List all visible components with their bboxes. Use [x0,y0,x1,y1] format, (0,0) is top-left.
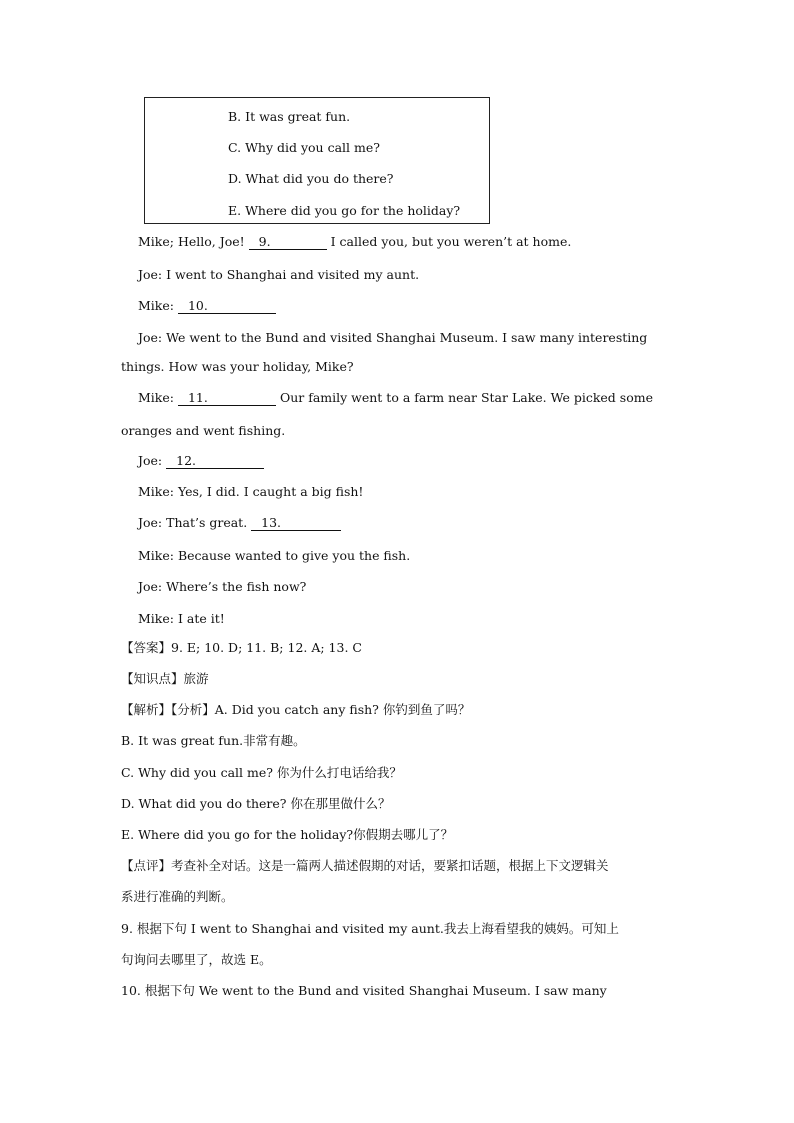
dialogue-line: Joe: We went to the Bund and visited Shanghai Museum. I saw many interesting [138,330,648,345]
analysis-c: C. Why did you call me? 你为什么打电话给我？ [121,765,402,780]
dialogue-line-10: Mike: 10. [138,298,276,314]
knowledge-point: 【知识点】旅游 [121,671,209,686]
blank-11: 11. [178,391,276,406]
comment-line: 系进行准确的判断。 [121,889,234,904]
option-b: B. It was great fun. [228,109,351,124]
blank-9: 9. [249,235,327,250]
explanation-10: 10. 根据下句 We went to the Bund and visited Shanghai Museum. I saw many [121,983,607,998]
dialogue-line-12: Joe: 12. [138,453,264,469]
analysis-e: E. Where did you go for the holiday?你假期去哪儿了？ [121,827,454,842]
blank-10: 10. [178,299,276,314]
option-d: D. What did you do there? [228,171,394,186]
dialogue-line: Mike: Yes, I did. I caught a big fish! [138,484,364,499]
blank-13: 13. [251,516,341,531]
dialogue-line-11: Mike: 11. Our family went to a farm near Star Lake. We picked some [138,390,653,405]
blank-12: 12. [166,454,264,469]
explanation-9: 9. 根据下句 I went to Shanghai and visited my aunt.我去上海看望我的姨妈。可知上 [121,921,619,936]
dialogue-line: Mike: Because wanted to give you the fish. [138,548,411,563]
analysis-b: B. It was great fun.非常有趣。 [121,733,306,748]
dialogue-line: Joe: Where’s the fish now? [138,579,307,594]
dialogue-line: oranges and went fishing. [121,423,286,438]
dialogue-line: things. How was your holiday, Mike? [121,359,354,374]
analysis-d: D. What did you do there? 你在那里做什么？ [121,796,391,811]
comment-line: 【点评】考查补全对话。这是一篇两人描述假期的对话，要紧扣话题，根据上下文逻辑关 [121,858,609,873]
dialogue-line: Mike: I ate it! [138,611,225,626]
option-c: C. Why did you call me? [228,140,380,155]
dialogue-line: Joe: I went to Shanghai and visited my aunt. [138,267,420,282]
dialogue-line-9: Mike; Hello, Joe! 9. I called you, but you weren’t at home. [138,234,572,249]
dialogue-line-13: Joe: That’s great. 13. [138,515,341,531]
option-e: E. Where did you go for the holiday? [228,203,461,218]
answer-key: 【答案】9. E; 10. D; 11. B; 12. A; 13. C [121,640,362,655]
explanation-9: 句询问去哪里了，故选 E。 [121,952,272,967]
analysis-a: 【解析】【分析】A. Did you catch any fish? 你钓到鱼了吗？ [121,702,471,717]
